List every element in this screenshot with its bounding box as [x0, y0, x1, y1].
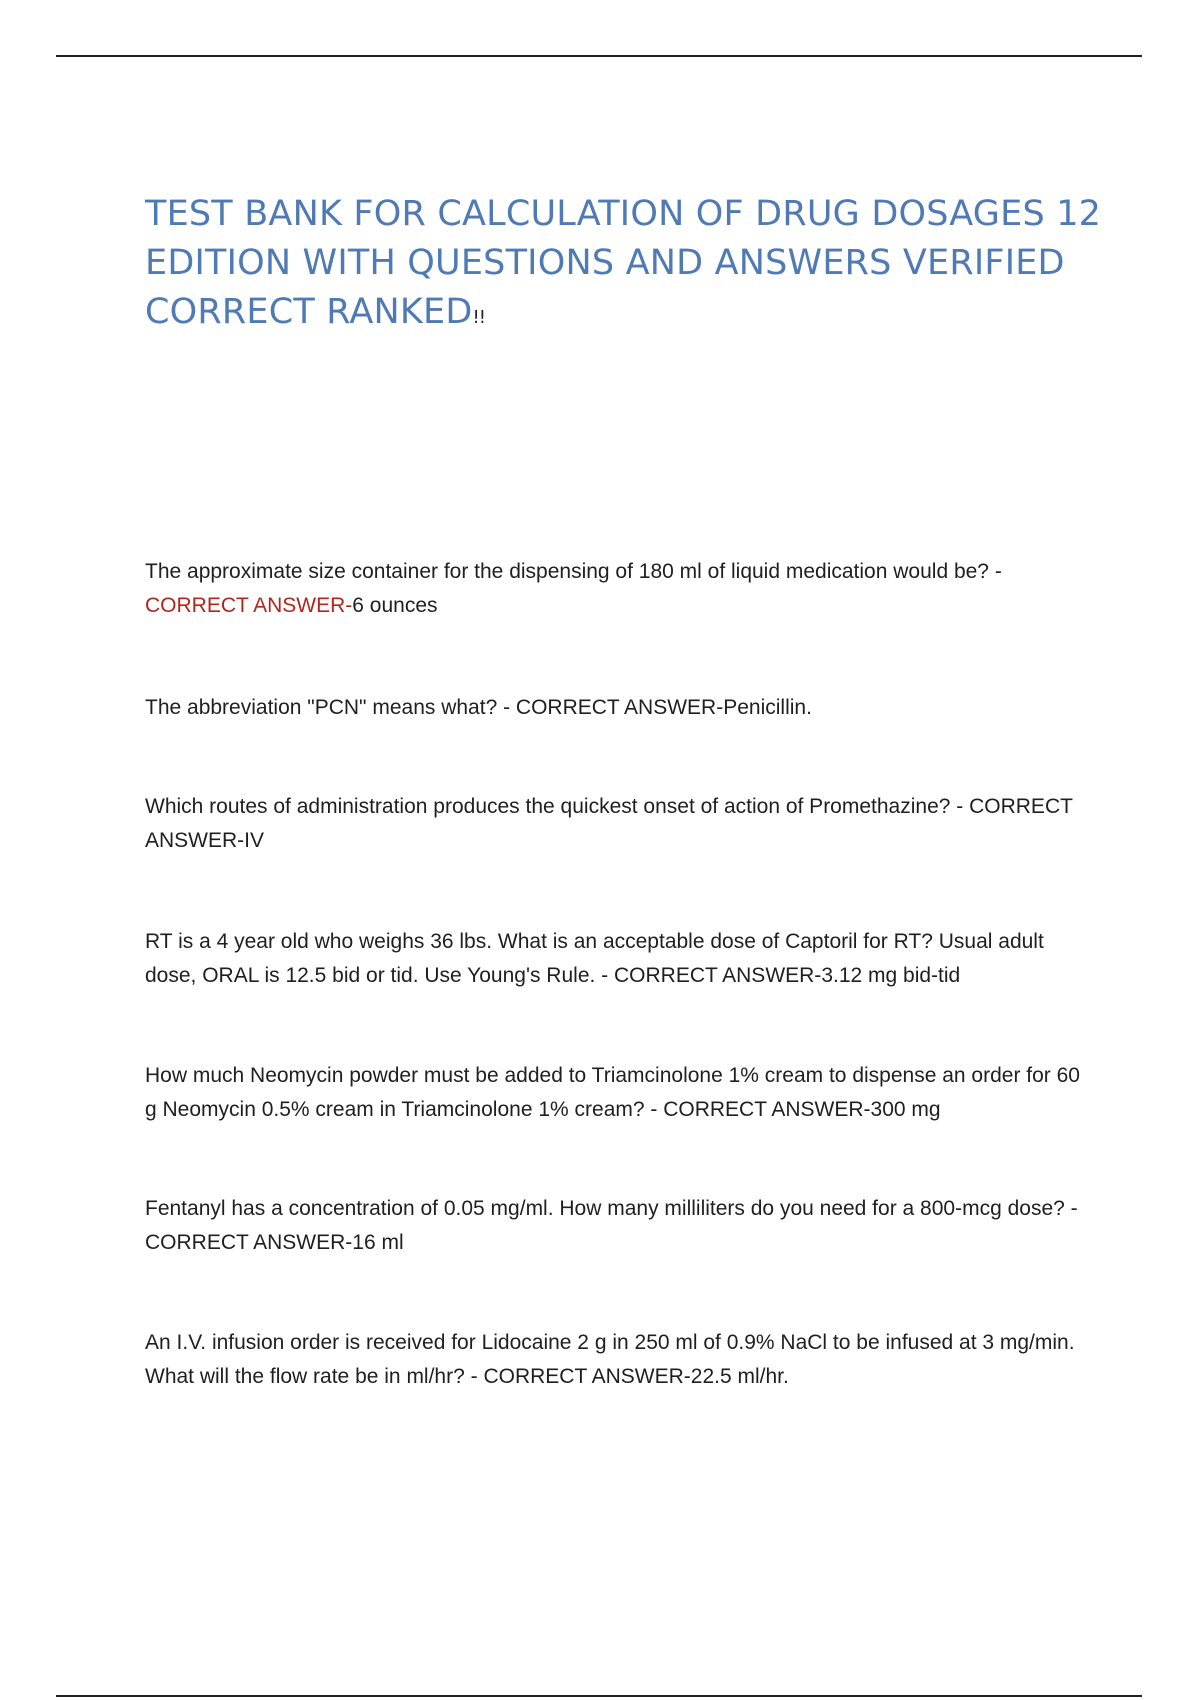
answer-text: 6 ounces — [352, 594, 438, 617]
answer-text: 3.12 mg bid-tid — [821, 964, 961, 987]
footer-rule — [56, 1695, 1142, 1697]
question-text: The abbreviation "PCN" means what? — [145, 696, 498, 719]
qa-item-5 — [145, 1059, 1085, 1127]
question-text: How much Neomycin powder must be added to Triamcinolone 1% cream to dispense an order for 60 g Neomycin 0.5% cream in Triamcinolone 1% cream? — [145, 1064, 1080, 1121]
question-text: Fentanyl has a concentration of 0.05 mg/ml. How many milliliters do you need for a 800-mcg dose? — [145, 1197, 1065, 1220]
title-text: TEST BANK FOR CALCULATION OF DRUG DOSAGES 12 EDITION WITH QUESTIONS AND ANSWERS VERIFIED CORRECT RANKED — [145, 194, 1102, 332]
question-text: An I.V. infusion order is received for Lidocaine 2 g in 250 ml of 0.9% NaCl to be infused at 3 mg/min. What will the flow rate be in ml/hr? — [145, 1331, 1075, 1388]
qa-item-1 — [145, 555, 1085, 623]
qa-item-3 — [145, 790, 1085, 858]
answer-text: IV — [244, 829, 265, 852]
question-text: The approximate size container for the dispensing of 180 ml of liquid medication would be? - — [145, 560, 1002, 583]
answer-prefix: - CORRECT ANSWER- — [595, 964, 822, 987]
answer-prefix: - CORRECT ANSWER- — [145, 795, 1073, 852]
answer-text: Penicillin. — [723, 696, 812, 719]
qa-item-4 — [145, 925, 1085, 993]
answer-prefix: - CORRECT ANSWER- — [145, 1197, 1078, 1254]
answer-prefix: - CORRECT ANSWER- — [497, 696, 724, 719]
title-suffix: !! — [472, 307, 485, 328]
qa-item-6 — [145, 1192, 1085, 1260]
answer-prefix: - CORRECT ANSWER- — [464, 1365, 691, 1388]
qa-item-7 — [145, 1326, 1085, 1394]
question-text: Which routes of administration produces the quickest onset of action of Promethazine? — [145, 795, 951, 818]
answer-text: 16 ml — [352, 1231, 404, 1254]
header-rule — [56, 55, 1142, 57]
answer-text: 22.5 ml/hr. — [690, 1365, 789, 1388]
answer-text: 300 mg — [870, 1098, 941, 1121]
answer-label: CORRECT ANSWER- — [145, 594, 353, 617]
answer-prefix: - CORRECT ANSWER- — [644, 1098, 871, 1121]
document-title — [145, 190, 1105, 342]
qa-item-2 — [145, 691, 1085, 725]
question-text: RT is a 4 year old who weighs 36 lbs. What is an acceptable dose of Captoril for RT? Usual adult dose, ORAL is 12.5 bid or tid. Use Young's Rule. — [145, 930, 1044, 987]
